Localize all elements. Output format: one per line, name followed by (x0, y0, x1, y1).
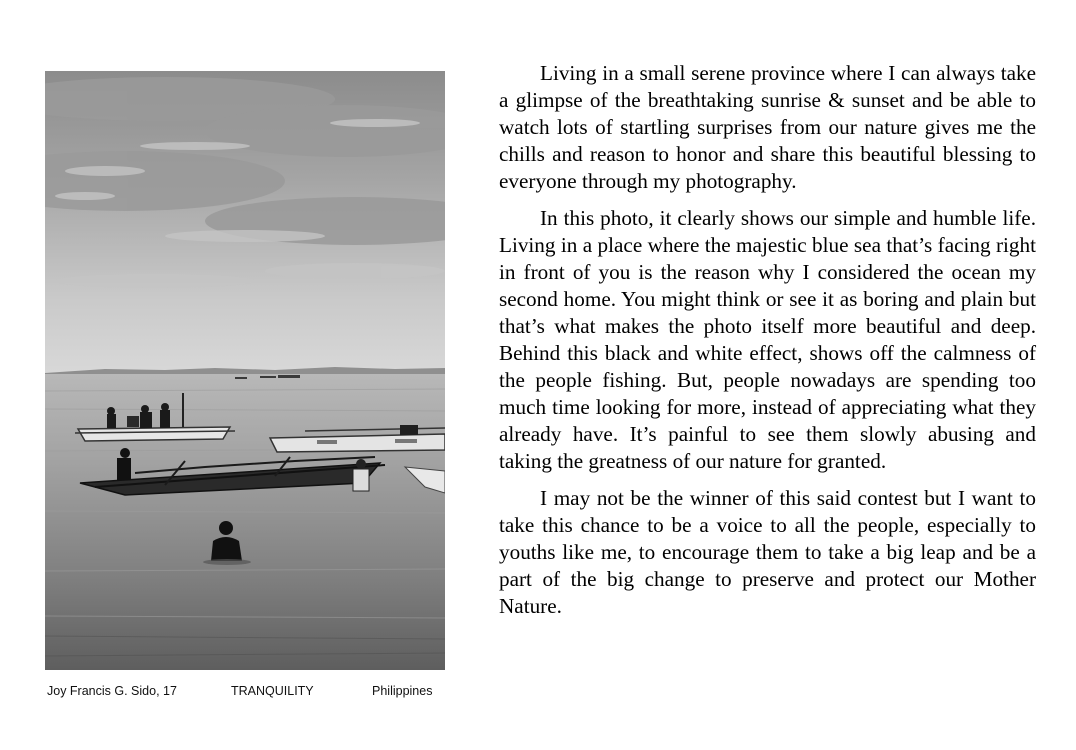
photo-caption-country: Philippines (372, 684, 433, 698)
essay-text (499, 60, 1036, 630)
photo-caption-title: TRANQUILITY (231, 684, 314, 698)
essay-paragraph-2: In this photo, it clearly shows our simple and humble life. Living in a place where the majestic blue sea that’s facing right in front of you is the reason why I considered the ocean my second home. You might think or see it as boring and plain but that’s what makes the photo itself more beautiful and deep. Behind this black and white effect, shows off the calmness of the people fishing. But, people nowadays are spending too much time looking for more, instead of appreciating what they already have. It’s painful to see them slowly abusing and taking the greatness of our nature for granted. (499, 206, 1036, 473)
photo-caption-author: Joy Francis G. Sido, 17 (47, 684, 177, 698)
seascape-photo (45, 71, 445, 670)
essay-paragraph-1: Living in a small serene province where I can always take a glimpse of the breathtaking sunrise & sunset and be able to watch lots of startling surprises from our nature gives me the chills and reason to honor and share this beautiful blessing to everyone through my photography. (499, 61, 1036, 193)
essay-paragraph-3: I may not be the winner of this said contest but I want to take this chance to be a voice to all the people, especially to youths like me, to encourage them to take a big leap and be a part of the big change to preserve and protect our Mother Nature. (499, 486, 1036, 618)
